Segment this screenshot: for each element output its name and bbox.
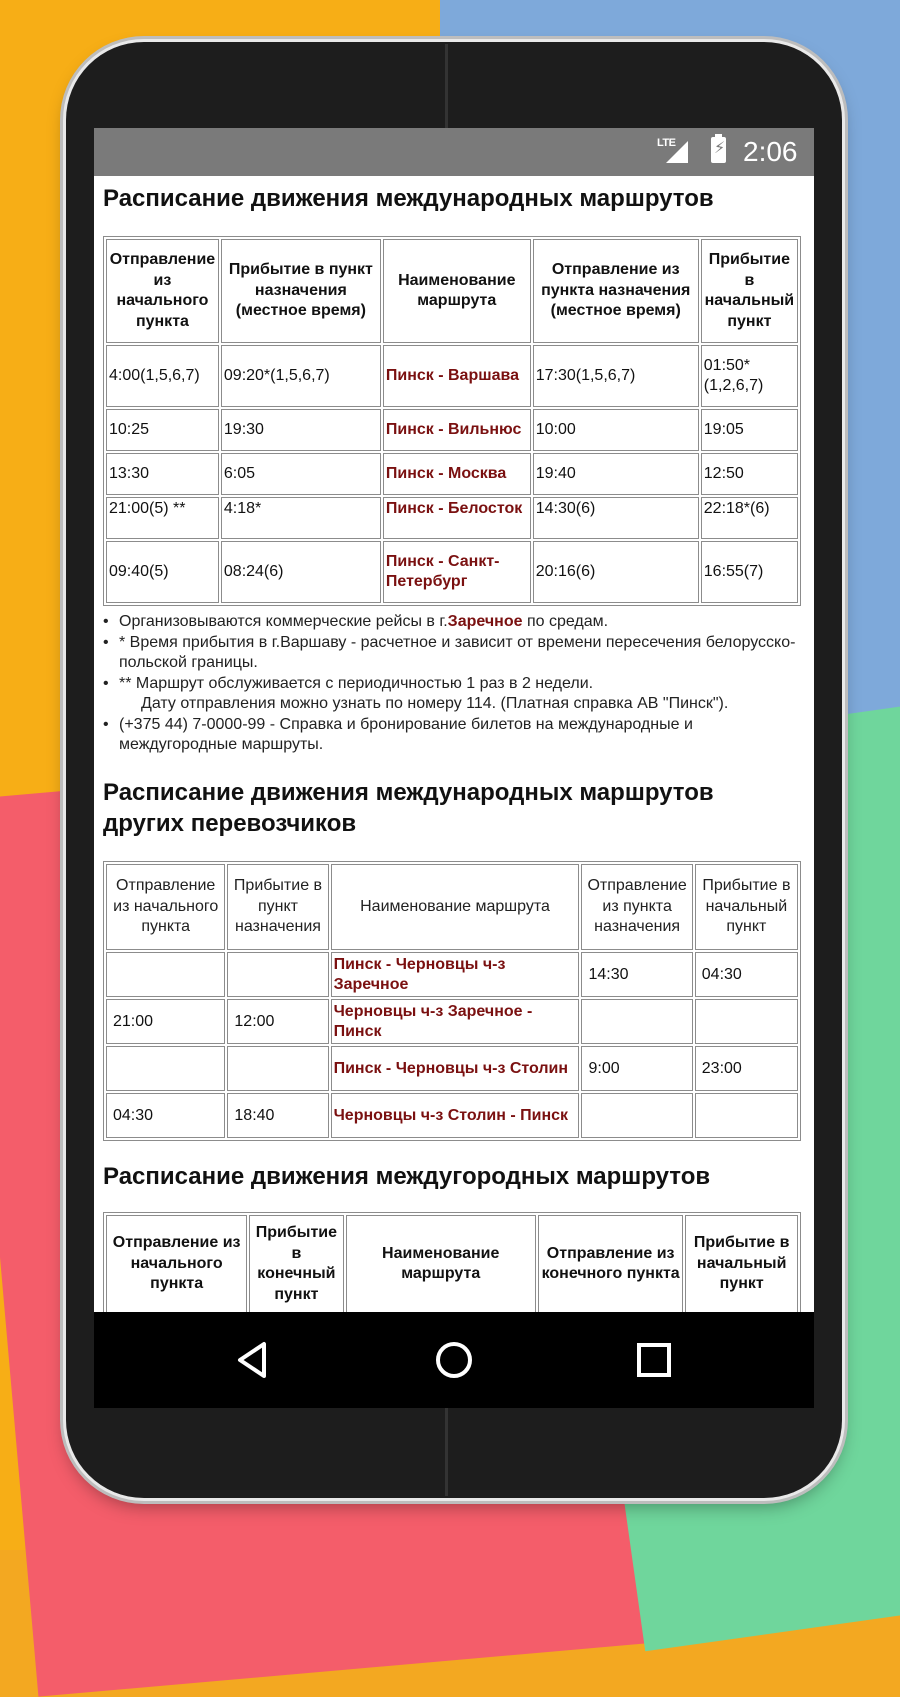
battery-charging-icon: ⚡ (711, 137, 726, 163)
note-item (103, 715, 803, 756)
column-header: Прибытие в начальный пункт (695, 864, 798, 950)
navigation-bar (94, 1312, 814, 1408)
route-link[interactable]: Пинск - Вильнюс (383, 409, 531, 451)
departure-cell: 4:00(1,5,6,7) (106, 345, 219, 407)
phone-screen (94, 128, 814, 1408)
column-header: Отправление из конечного пункта (538, 1215, 683, 1312)
route-link[interactable]: Пинск - Белосток (383, 497, 531, 539)
departure-cell: 04:30 (106, 1093, 225, 1138)
route-link[interactable]: Черновцы ч-з Столин - Пинск (331, 1093, 580, 1138)
international-schedule-table (103, 236, 801, 606)
return-arrival-cell: 01:50* (1,2,6,7) (701, 345, 798, 407)
phone-seam (445, 1408, 448, 1496)
departure-cell (106, 1046, 225, 1091)
table-row (106, 453, 798, 495)
return-departure-cell: 20:16(6) (533, 541, 699, 603)
return-departure-cell: 14:30 (581, 952, 692, 997)
arrival-cell: 08:24(6) (221, 541, 381, 603)
notes-list (103, 612, 803, 756)
table-row (106, 345, 798, 407)
route-link[interactable]: Черновцы ч-з Заречное - Пинск (331, 999, 580, 1044)
return-arrival-cell: 23:00 (695, 1046, 798, 1091)
return-arrival-cell: 16:55(7) (701, 541, 798, 603)
note-text: ** Маршрут обслуживается с периодичностью 1 раз в 2 недели. (119, 674, 594, 692)
column-header: Отправление из пункта назначения (местное время) (533, 239, 699, 343)
arrival-cell: 6:05 (221, 453, 381, 495)
note-item (103, 612, 803, 633)
arrival-cell: 12:00 (227, 999, 328, 1044)
note-text: Организовываются коммерческие рейсы в г. (119, 613, 448, 630)
departure-cell: 13:30 (106, 453, 219, 495)
column-header: Отправление из начального пункта (106, 864, 225, 950)
return-arrival-cell: 12:50 (701, 453, 798, 495)
return-arrival-cell: 04:30 (695, 952, 798, 997)
column-header: Наименование маршрута (346, 1215, 536, 1312)
contact-info: (+375 44) 7-0000-99 - Справка и бронирование билетов на международные и междугородные маршруты. (119, 715, 693, 753)
status-bar (94, 128, 814, 176)
table-row (106, 1046, 798, 1091)
table-row (106, 497, 798, 539)
column-header: Наименование маршрута (383, 239, 531, 343)
column-header: Отправление из начального пункта (106, 1215, 247, 1312)
back-icon[interactable] (230, 1336, 278, 1384)
route-link[interactable]: Пинск - Черновцы ч-з Столин (331, 1046, 580, 1091)
home-icon[interactable] (430, 1336, 478, 1384)
return-arrival-cell (695, 1093, 798, 1138)
section-title-intercity: Расписание движения междугородных маршрутов (103, 1163, 711, 1190)
return-departure-cell: 10:00 (533, 409, 699, 451)
other-carriers-table (103, 861, 801, 1141)
status-time: 2:06 (743, 136, 798, 167)
column-header: Отправление из начального пункта (106, 239, 219, 343)
route-link[interactable]: Пинск - Москва (383, 453, 531, 495)
column-header: Прибытие в пункт назначения (местное время) (221, 239, 381, 343)
table-row (106, 409, 798, 451)
table-row (106, 541, 798, 603)
web-content[interactable] (94, 176, 814, 1312)
arrival-cell (227, 1046, 328, 1091)
arrival-cell: 18:40 (227, 1093, 328, 1138)
network-type: LTE (657, 137, 676, 149)
route-link[interactable]: Пинск - Санкт-Петербург (383, 541, 531, 603)
note-text: по средам. (522, 613, 609, 630)
arrival-cell: 4:18* (221, 497, 381, 539)
return-departure-cell (581, 1093, 692, 1138)
departure-cell: 09:40(5) (106, 541, 219, 603)
table-row (106, 952, 798, 997)
route-link[interactable]: Пинск - Черновцы ч-з Заречное (331, 952, 580, 997)
column-header: Отправление из пункта назначения (581, 864, 692, 950)
recents-icon[interactable] (630, 1336, 678, 1384)
departure-cell: 21:00 (106, 999, 225, 1044)
section-title-other-carriers: Расписание движения международных маршрутов других перевозчиков (103, 779, 714, 837)
arrival-cell: 19:30 (221, 409, 381, 451)
return-arrival-cell: 19:05 (701, 409, 798, 451)
route-link[interactable]: Пинск - Варшава (383, 345, 531, 407)
table-row (106, 999, 798, 1044)
return-arrival-cell (695, 999, 798, 1044)
column-header: Наименование маршрута (331, 864, 580, 950)
return-departure-cell: 17:30(1,5,6,7) (533, 345, 699, 407)
column-header: Прибытие в конечный пункт (249, 1215, 343, 1312)
note-place-link[interactable]: Заречное (447, 613, 523, 630)
departure-cell: 10:25 (106, 409, 219, 451)
phone-seam (445, 44, 448, 128)
note-text: Дату отправления можно узнать по номеру 114. (Платная справка АВ "Пинск"). (141, 695, 729, 712)
departure-cell: 21:00(5) ** (106, 497, 219, 539)
intercity-schedule-table (103, 1212, 801, 1312)
column-header: Прибытие в пункт назначения (227, 864, 328, 950)
column-header: Прибытие в начальный пункт (685, 1215, 798, 1312)
arrival-cell: 09:20*(1,5,6,7) (221, 345, 381, 407)
section-title-international: Расписание движения международных маршрутов (103, 185, 714, 212)
column-header: Прибытие в начальный пункт (701, 239, 798, 343)
return-departure-cell (581, 999, 692, 1044)
departure-cell (106, 952, 225, 997)
signal-icon (666, 141, 688, 163)
note-item (103, 633, 803, 674)
note-item (103, 674, 803, 715)
note-text: * Время прибытия в г.Варшаву - расчетное и зависит от времени пересечения белорусско-польской границы. (119, 633, 796, 671)
return-departure-cell: 14:30(6) (533, 497, 699, 539)
return-arrival-cell: 22:18*(6) (701, 497, 798, 539)
return-departure-cell: 19:40 (533, 453, 699, 495)
return-departure-cell: 9:00 (581, 1046, 692, 1091)
arrival-cell (227, 952, 328, 997)
table-row (106, 1093, 798, 1138)
